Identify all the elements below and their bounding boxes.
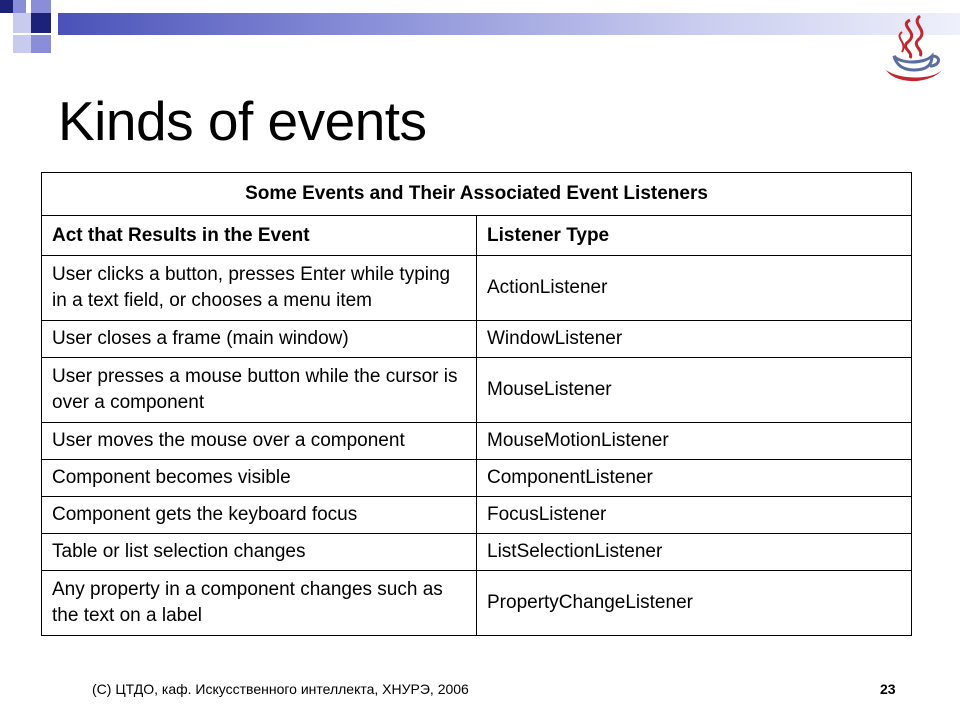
corner-square-navy bbox=[31, 13, 51, 33]
listener-cell: MouseMotionListener bbox=[477, 423, 912, 460]
listener-cell: FocusListener bbox=[477, 497, 912, 534]
corner-square-blue bbox=[13, 0, 26, 13]
event-cell: Component gets the keyboard focus bbox=[42, 497, 477, 534]
events-table bbox=[41, 172, 912, 636]
corner-square-blue bbox=[31, 0, 51, 13]
table-row bbox=[42, 571, 912, 636]
header-gradient-bar bbox=[58, 13, 960, 35]
page-number: 23 bbox=[880, 681, 896, 697]
table-row bbox=[42, 460, 912, 497]
listener-cell: WindowListener bbox=[477, 321, 912, 358]
listener-cell: ListSelectionListener bbox=[477, 534, 912, 571]
table-row bbox=[42, 534, 912, 571]
java-coffee-cup-icon bbox=[880, 12, 950, 84]
event-cell: Component becomes visible bbox=[42, 460, 477, 497]
corner-square-blue bbox=[31, 35, 51, 53]
table-caption: Some Events and Their Associated Event Listeners bbox=[42, 173, 912, 216]
event-cell: User presses a mouse button while the cursor is over a component bbox=[42, 358, 477, 423]
corner-square-light bbox=[13, 13, 31, 33]
slide-title: Kinds of events bbox=[58, 90, 427, 152]
corner-square-navy bbox=[0, 0, 13, 13]
column-header-event: Act that Results in the Event bbox=[42, 216, 477, 256]
event-cell: Table or list selection changes bbox=[42, 534, 477, 571]
listener-cell: MouseListener bbox=[477, 358, 912, 423]
event-cell: User moves the mouse over a component bbox=[42, 423, 477, 460]
table-row bbox=[42, 423, 912, 460]
table-row bbox=[42, 497, 912, 534]
event-cell: User closes a frame (main window) bbox=[42, 321, 477, 358]
table-row bbox=[42, 358, 912, 423]
listener-cell: ComponentListener bbox=[477, 460, 912, 497]
corner-square-light bbox=[13, 35, 31, 53]
table-row bbox=[42, 321, 912, 358]
listener-cell: PropertyChangeListener bbox=[477, 571, 912, 636]
column-header-listener: Listener Type bbox=[477, 216, 912, 256]
listener-cell: ActionListener bbox=[477, 256, 912, 321]
event-cell: Any property in a component changes such as the text on a label bbox=[42, 571, 477, 636]
event-cell: User clicks a button, presses Enter while typing in a text field, or chooses a menu item bbox=[42, 256, 477, 321]
table-row bbox=[42, 256, 912, 321]
slide-footer: (С) ЦТДО, каф. Искусственного интеллекта, ХНУРЭ, 2006 bbox=[92, 681, 469, 697]
